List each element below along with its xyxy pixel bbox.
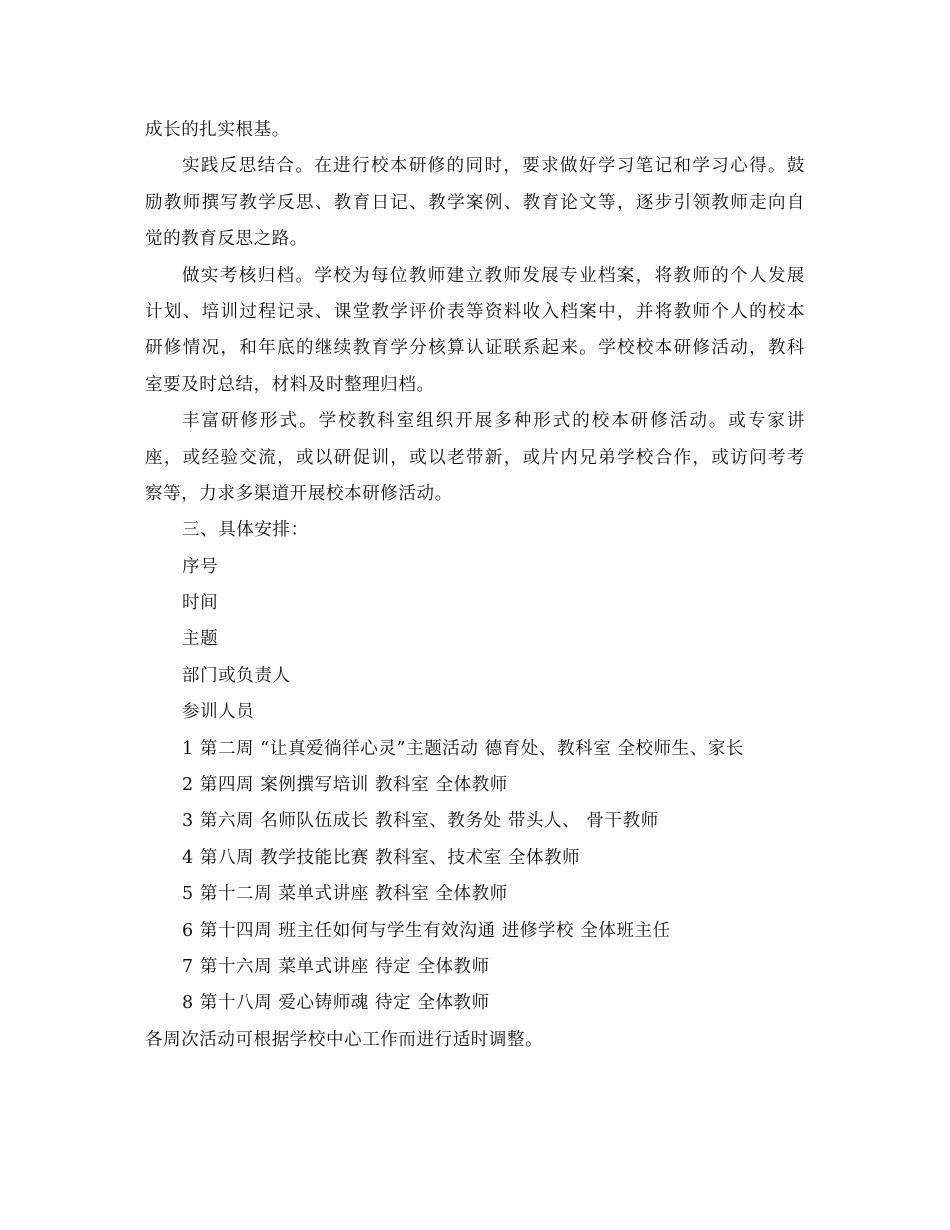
paragraph-line: 计划、培训过程记录、课堂教学评价表等资料收入档案中，并将教师个人的校本 xyxy=(145,301,805,322)
cell-department: 德育处、教科室 xyxy=(484,738,612,759)
cell-topic: 菜单式讲座 xyxy=(278,884,369,905)
table-row xyxy=(145,767,805,803)
paragraph-assessment-archive xyxy=(145,258,805,404)
cell-time: 第十八周 xyxy=(199,993,273,1014)
paragraph-continuation: 成长的扎实根基。 xyxy=(145,120,290,140)
cell-participants: 全体班主任 xyxy=(580,920,671,941)
schedule-table-headers xyxy=(145,549,805,731)
table-row xyxy=(145,731,805,767)
cell-department: 进修学校 xyxy=(501,920,575,941)
paragraph-practice-reflection xyxy=(145,148,805,257)
cell-department: 教科室、教务处 xyxy=(375,811,502,832)
paragraph-training-forms xyxy=(145,403,805,512)
paragraph-line: 研修情况，和年底的继续教育学分核算认证联系起来。学校校本研修活动，教科 xyxy=(145,338,805,359)
cell-department: 教科室 xyxy=(375,775,430,796)
paragraph-line: 察等，力求多渠道开展校本研修活动。 xyxy=(145,483,453,504)
table-row xyxy=(145,876,805,912)
cell-department: 教科室、技术室 xyxy=(375,847,502,868)
cell-department: 待定 xyxy=(375,956,412,977)
cell-participants: 全体教师 xyxy=(507,847,581,868)
cell-time: 第十六周 xyxy=(199,956,273,977)
paragraph-line: 励教师撰写教学反思、教育日记、教学案例、教育论文等，逐步引领教师走向自 xyxy=(145,192,805,213)
cell-time: 第八周 xyxy=(199,847,255,868)
cell-number: 6 xyxy=(182,920,194,941)
cell-number: 2 xyxy=(182,775,194,796)
paragraph-line: 座，或经验交流，或以研促训，或以老带新，或片内兄弟学校合作，或访问考考 xyxy=(145,447,805,468)
cell-participants: 全校师生、家长 xyxy=(617,738,745,759)
cell-participants: 全体教师 xyxy=(435,775,508,796)
schedule-table-rows xyxy=(145,731,805,1022)
cell-topic: 名师队伍成长 xyxy=(260,811,369,832)
cell-participants: 带头人、 骨干教师 xyxy=(507,811,659,832)
cell-department: 教科室 xyxy=(375,884,430,905)
cell-participants: 全体教师 xyxy=(435,884,508,905)
cell-number: 1 xyxy=(182,738,194,759)
table-row xyxy=(145,803,805,839)
table-row xyxy=(145,985,805,1021)
cell-number: 4 xyxy=(182,847,194,868)
table-header-topic: 主题 xyxy=(182,629,219,650)
cell-number: 7 xyxy=(182,956,194,977)
cell-participants: 全体教师 xyxy=(417,993,490,1014)
table-header-time: 时间 xyxy=(182,593,219,614)
closing-note: 各周次活动可根据学校中心工作而进行适时调整。 xyxy=(145,1029,544,1050)
table-header-participants: 参训人员 xyxy=(182,702,255,723)
paragraph-line: 丰富研修形式。学校教科室组织开展多种形式的校本研修活动。或专家讲 xyxy=(182,411,805,432)
paragraph-line: 觉的教育反思之路。 xyxy=(145,229,308,250)
section-heading: 三、具体安排： xyxy=(182,520,309,541)
cell-number: 5 xyxy=(182,884,194,905)
cell-time: 第六周 xyxy=(199,811,255,832)
cell-topic: 案例撰写培训 xyxy=(260,775,369,796)
cell-topic: 爱心铸师魂 xyxy=(278,993,369,1014)
table-row xyxy=(145,840,805,876)
cell-participants: 全体教师 xyxy=(417,956,490,977)
paragraph-line: 做实考核归档。学校为每位教师建立教师发展专业档案，将教师的个人发展 xyxy=(182,265,805,286)
cell-number: 8 xyxy=(182,993,194,1014)
table-row xyxy=(145,913,805,949)
cell-number: 3 xyxy=(182,811,194,832)
cell-topic: 菜单式讲座 xyxy=(278,956,369,977)
cell-time: 第二周 xyxy=(199,738,255,759)
cell-topic: 教学技能比赛 xyxy=(260,847,369,868)
paragraph-line: 实践反思结合。在进行校本研修的同时，要求做好学习笔记和学习心得。鼓 xyxy=(182,156,805,177)
cell-time: 第十二周 xyxy=(199,884,273,905)
table-row xyxy=(145,949,805,985)
cell-time: 第十四周 xyxy=(199,920,273,941)
cell-topic: 班主任如何与学生有效沟通 xyxy=(278,920,496,941)
table-header-number: 序号 xyxy=(182,556,219,577)
cell-time: 第四周 xyxy=(199,775,255,796)
document-page xyxy=(145,112,805,1058)
cell-department: 待定 xyxy=(375,993,412,1014)
paragraph-line: 室要及时总结，材料及时整理归档。 xyxy=(145,374,435,395)
table-header-department: 部门或负责人 xyxy=(182,665,291,686)
cell-topic: “让真爱徜徉心灵”主题活动 xyxy=(260,738,479,759)
